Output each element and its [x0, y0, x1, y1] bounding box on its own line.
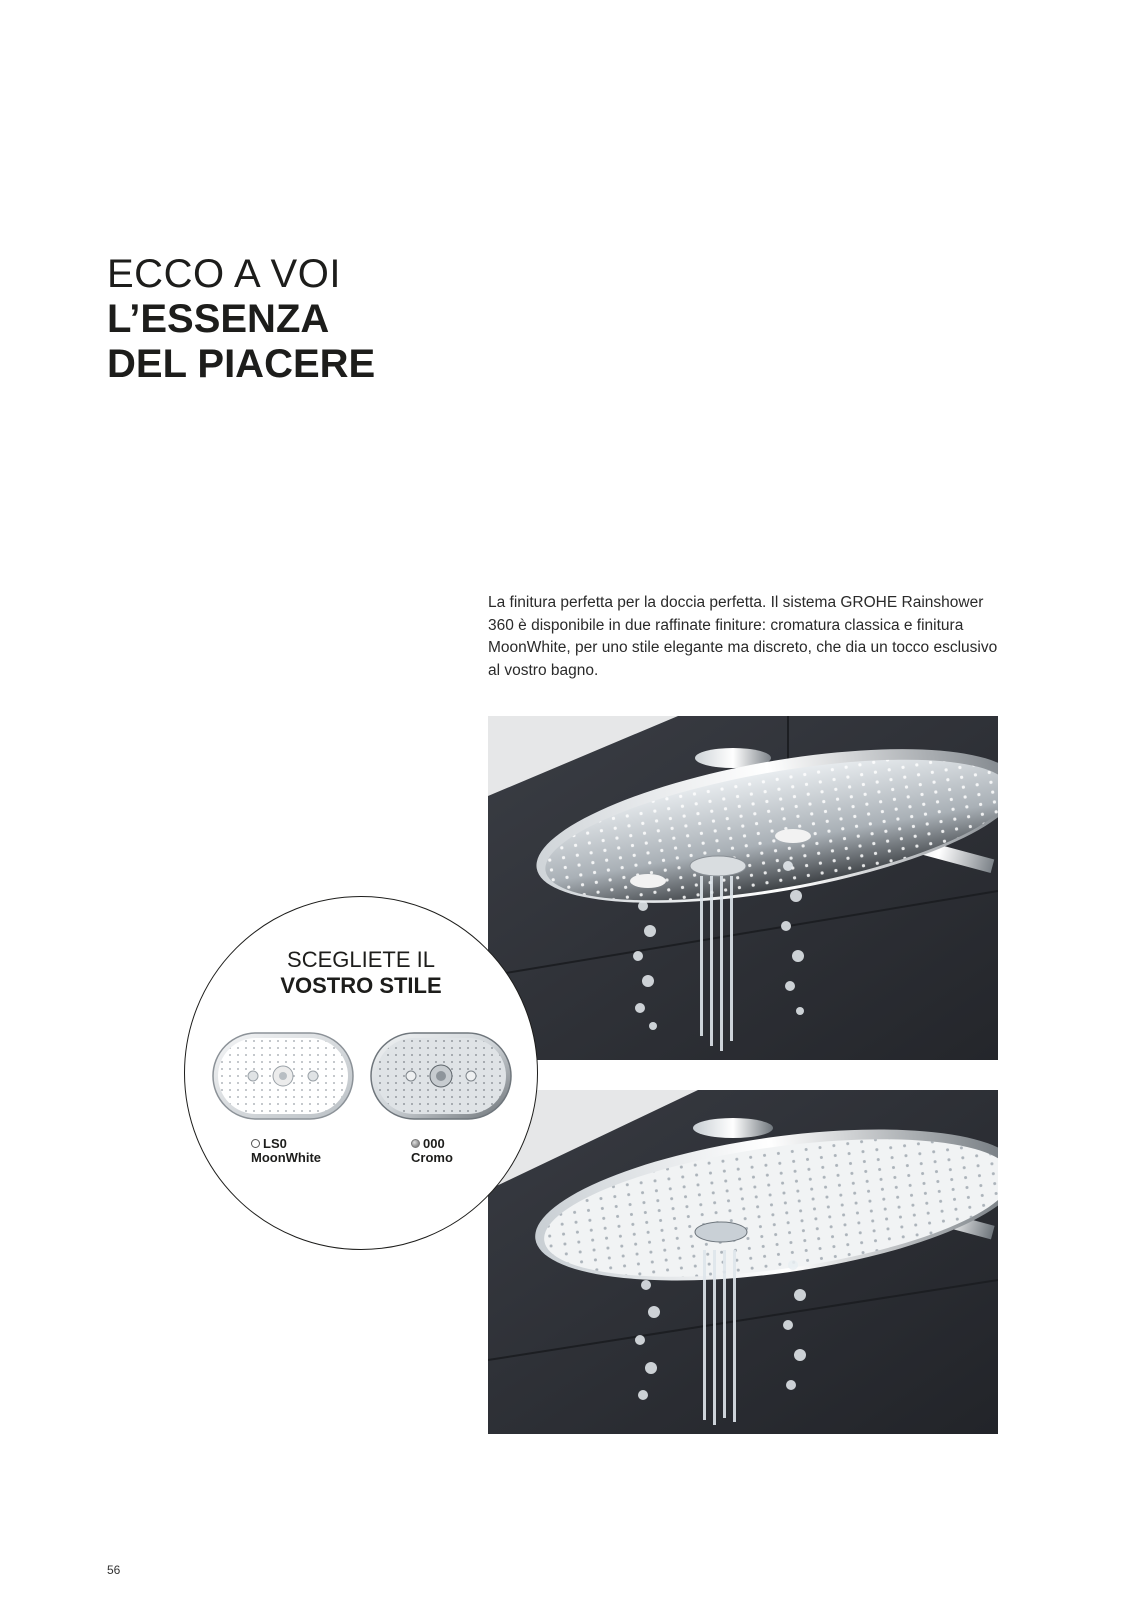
heading-line-2: L’ESSENZA	[107, 297, 330, 341]
finish-code: LS0	[263, 1136, 287, 1151]
style-picker-title-bold: VOSTRO STILE	[280, 973, 442, 998]
heading-line-1: ECCO A VOI	[107, 252, 341, 296]
chrome-shower-head-photo	[488, 716, 998, 1060]
finish-moonwhite-label	[251, 1137, 321, 1165]
white-dot-icon	[251, 1139, 260, 1148]
heading-line-3: DEL PIACERE	[107, 342, 376, 386]
chrome-dot-icon	[411, 1139, 420, 1148]
moonwhite-shower-head-photo	[488, 1090, 998, 1434]
page-heading	[107, 252, 375, 387]
finish-code: 000	[423, 1136, 445, 1151]
finish-chrome-label	[411, 1137, 453, 1165]
moonwhite-swatch-image	[211, 1031, 355, 1121]
page-number: 56	[107, 1563, 121, 1577]
style-picker-title	[185, 947, 537, 999]
finish-name: Cromo	[411, 1150, 453, 1165]
style-picker-title-light: SCEGLIETE IL	[287, 947, 435, 972]
finish-name: MoonWhite	[251, 1150, 322, 1165]
chrome-swatch-image	[369, 1031, 513, 1121]
style-picker-circle	[184, 896, 538, 1250]
intro-paragraph: La finitura perfetta per la doccia perfetta. Il sistema GROHE Rainshower 360 è disponibile in due raffinate finiture: cromatura classica e finitura MoonWhite, per uno stile elegante ma discreto, che dia un tocco esclusivo al vostro bagno.	[488, 594, 998, 679]
